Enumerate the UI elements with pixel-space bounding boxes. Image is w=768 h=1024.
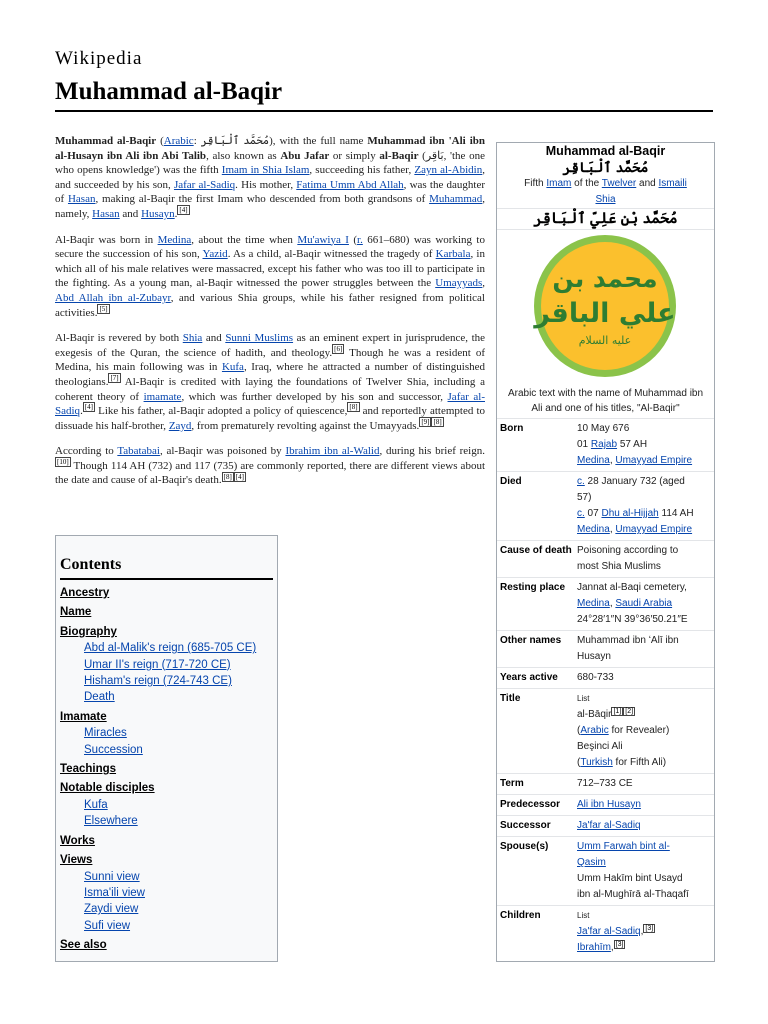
- wiki-link[interactable]: Zayn al-Abidin: [414, 164, 483, 177]
- toc-item-label: Ancestry: [60, 587, 110, 599]
- emblem-line-1: محمد بن: [552, 264, 658, 293]
- infobox-row: [497, 773, 714, 794]
- table-of-contents: [55, 535, 278, 962]
- wiki-link[interactable]: Rajab: [590, 439, 618, 450]
- list-toggle[interactable]: List: [577, 694, 590, 703]
- wiki-link[interactable]: Husayn: [141, 207, 175, 220]
- wiki-link[interactable]: Ja'far al-Sadiq: [577, 926, 641, 937]
- infobox-row: [497, 667, 714, 688]
- wiki-link[interactable]: Zayd: [168, 419, 192, 432]
- wiki-link[interactable]: Arabic: [163, 135, 194, 147]
- toc-item[interactable]: Miracles: [84, 727, 127, 740]
- wiki-link[interactable]: Ismaili: [658, 178, 687, 189]
- toc-item[interactable]: [60, 780, 273, 796]
- infobox-row: [497, 688, 714, 773]
- bold-term: Abu Jafar: [280, 149, 330, 162]
- wiki-link[interactable]: Shia: [595, 194, 616, 205]
- wiki-link[interactable]: Kufa: [221, 361, 244, 374]
- wiki-link[interactable]: Umayyads: [435, 277, 483, 290]
- infobox-row-label: Term: [500, 778, 524, 789]
- infobox-row: [497, 794, 714, 815]
- wiki-link[interactable]: Medina: [577, 455, 610, 466]
- toc-item-label: Teachings: [60, 763, 117, 776]
- toc-item[interactable]: Kufa: [84, 798, 108, 811]
- toc-item[interactable]: Isma'ili view: [84, 886, 145, 899]
- infobox-row: [497, 905, 714, 958]
- infobox-arabic-name: مُحَمَّد ٱلْبَاقِر: [562, 159, 649, 175]
- wiki-link[interactable]: Fatima Umm Abd Allah: [296, 178, 404, 191]
- infobox-arabic-full-name: مُحَمَّد بْن عَلِيّ ٱلْبَاقِر: [497, 208, 714, 230]
- toc-list: [60, 585, 273, 954]
- wiki-link[interactable]: Ja'far al-Sadiq: [577, 820, 641, 831]
- toc-item[interactable]: Succession: [84, 743, 143, 756]
- infobox-row-label: Spouse(s): [500, 841, 549, 852]
- infobox: [496, 142, 715, 962]
- citation-link[interactable]: [7]: [110, 374, 119, 383]
- citation-link[interactable]: [5]: [99, 304, 108, 313]
- infobox-row-label: Cause of death: [500, 545, 572, 556]
- wiki-link[interactable]: Ibrahim ibn al-Walid: [285, 445, 380, 458]
- infobox-row-value: c. 28 January 732 (aged 57) c. 07 Dhu al-Hijjah 114 AH Medina, Umayyad Empire: [577, 476, 694, 535]
- article-body: [55, 134, 485, 499]
- toc-item-label: Works: [60, 834, 95, 847]
- citation-link[interactable]: [4]: [235, 472, 244, 481]
- citation-link[interactable]: [8]: [349, 403, 358, 412]
- infobox-title: Muhammad al-Baqir: [545, 144, 666, 158]
- wiki-link[interactable]: Hasan: [92, 207, 120, 220]
- wiki-link[interactable]: Yazid: [202, 248, 228, 261]
- infobox-subtitle: Fifth Imam of the Twelver and Ismaili Shia: [524, 178, 687, 205]
- infobox-row: [497, 836, 714, 905]
- citation-link[interactable]: [10]: [57, 458, 69, 467]
- toc-item-label: Biography: [60, 625, 117, 638]
- infobox-row-label: Predecessor: [500, 799, 561, 810]
- infobox-row-label: Title: [500, 693, 521, 704]
- wiki-link[interactable]: Twelver: [601, 178, 637, 189]
- wiki-link[interactable]: imamate: [143, 390, 182, 403]
- wiki-link[interactable]: Jafar al-Sadiq: [55, 390, 485, 418]
- wiki-link[interactable]: Tabatabai: [117, 445, 160, 458]
- toc-item[interactable]: Sufi view: [84, 919, 131, 932]
- infobox-rows: [497, 418, 714, 958]
- wiki-link[interactable]: c.: [577, 476, 585, 487]
- emblem-line-2: علي الباقر: [534, 298, 676, 329]
- wikipedia-wordmark[interactable]: Wikipedia: [55, 48, 143, 69]
- wiki-link[interactable]: Medina: [577, 524, 610, 535]
- citation-link[interactable]: [3]: [615, 940, 624, 948]
- list-toggle[interactable]: List: [577, 911, 590, 920]
- toc-item[interactable]: Umar II's reign (717-720 CE): [84, 658, 231, 671]
- infobox-row-value: 680-733: [577, 672, 614, 683]
- page-title: Muhammad al-Baqir: [55, 78, 283, 105]
- infobox-row-value: List al-Bāqir [1] [2] (Arabic for Revealer) Beşinci Ali (Turkish for Fifth Ali): [577, 694, 670, 768]
- toc-item-label: Notable disciples: [60, 782, 155, 795]
- toc-item-label: Views: [60, 854, 93, 867]
- toc-item[interactable]: Zaydi view: [84, 903, 139, 916]
- infobox-row-label: Other names: [500, 635, 562, 646]
- toc-item[interactable]: [60, 852, 273, 868]
- citation-link[interactable]: [9]: [421, 418, 430, 427]
- infobox-row: [497, 630, 714, 667]
- bold-term: Muhammad al-Baqir: [55, 135, 157, 147]
- wiki-link[interactable]: r.: [357, 233, 363, 246]
- infobox-row-label: Resting place: [500, 582, 566, 593]
- infobox-row-value: List Ja'far al-Sadiq, [3] Ibrahīm, [3]: [577, 911, 654, 953]
- wiki-link[interactable]: Mu'awiya I: [297, 233, 349, 246]
- toc-item[interactable]: [60, 604, 273, 620]
- paragraph-legacy: Al-Baqir is revered by both Shia and Sunni Muslims as an eminent expert in jurisprudence, the exegesis of the Quran, the science of hadith, and theology. [6] Though he was a resident of Medina, his main following was in Kufa, Iraq, where he attracted a number of distinguished theologians. [7] Al-Baqir is credited with laying the foundations of Twelver Shia, including a coherent theory of imamate, which was further developed by his son and successor, Jafar al-Sadiq. [4] Like his father, al-Baqir adopted a policy of quiescence, [8] and reportedly attempted to dissuade his half-brother, Zayd, from prematurely revolting against the Umayyads. [9] [8]: [55, 332, 486, 432]
- wiki-link[interactable]: Imam: [546, 178, 572, 189]
- title-divider: [55, 110, 713, 112]
- infobox-row-label: Successor: [500, 820, 551, 831]
- paragraph-early-life: Al-Baqir was born in Medina, about the time when Mu'awiya I (r. 661–680) was working to secure the succession of his son, Yazid. As a child, al-Baqir witnessed the tragedy of Karbala, in which all of his male relatives were massacred, except his father who was too ill to participate in the fighting. As a young man, al-Baqir witnessed the power struggles between the Umayyads, Abd Allah ibn al-Zubayr, and various Shia groups, while his father resigned from political activities. [5]: [55, 233, 485, 319]
- wiki-link[interactable]: Turkish: [580, 757, 613, 768]
- wiki-link[interactable]: Qasim: [577, 857, 606, 868]
- citation-link[interactable]: [2]: [625, 707, 634, 715]
- toc-item[interactable]: Elsewhere: [84, 815, 138, 828]
- toc-item[interactable]: [60, 709, 273, 725]
- infobox-image-caption: Arabic text with the name of Muhammad ibn Ali and one of his titles, "Al-Baqir": [507, 388, 704, 414]
- toc-item[interactable]: Abd al-Malik's reign (685-705 CE): [84, 642, 257, 655]
- citation-link[interactable]: [4]: [84, 403, 93, 412]
- wiki-link[interactable]: Sunni Muslims: [225, 332, 294, 345]
- toc-item[interactable]: [60, 937, 273, 953]
- citation-link[interactable]: [8]: [223, 472, 232, 481]
- toc-item[interactable]: [60, 624, 273, 640]
- infobox-emblem-image[interactable]: [497, 230, 714, 380]
- infobox-row-value: Jannat al-Baqi cemetery, Medina, Saudi Arabia 24°28′1″N 39°36′50.21″E: [577, 582, 688, 625]
- infobox-row-value: 10 May 676 01 Rajab 57 AH Medina, Umayyad Empire: [577, 423, 693, 466]
- toc-item[interactable]: Hisham's reign (724-743 CE): [84, 675, 232, 688]
- infobox-row-label: Born: [500, 423, 524, 434]
- infobox-row-value: Poisoning according to most Shia Muslims: [577, 545, 679, 572]
- paragraph-death: According to Tabatabai, al-Baqir was poisoned by Ibrahim ibn al-Walid, during his brief reign.[10] Though 114 AH (732) and 117 (735) are commonly reported, there are different views about the date and cause of al-Baqir's death. [8] [4]: [55, 445, 485, 487]
- wiki-link[interactable]: Ali ibn Husayn: [577, 799, 641, 810]
- infobox-row: [497, 577, 714, 630]
- infobox-row: [497, 418, 714, 471]
- toc-item-label: Imamate: [60, 710, 107, 723]
- wiki-link[interactable]: Ibrahīm: [577, 942, 611, 953]
- wiki-link[interactable]: Shia: [182, 332, 203, 345]
- infobox-row-value: [577, 818, 714, 834]
- wiki-link[interactable]: Muhammad: [429, 193, 483, 206]
- infobox-row: [497, 540, 714, 577]
- toc-item-label: Name: [60, 606, 92, 619]
- wiki-link[interactable]: Hasan: [67, 193, 96, 206]
- infobox-row-label: Died: [500, 476, 522, 487]
- citation-link[interactable]: [3]: [645, 924, 654, 932]
- wiki-link[interactable]: Jafar al-Sadiq: [173, 178, 236, 191]
- wiki-link[interactable]: Imam in Shia Islam: [221, 164, 310, 177]
- infobox-row-value: 712–733 CE: [577, 778, 633, 789]
- wiki-link[interactable]: Karbala: [435, 248, 471, 261]
- wiki-link[interactable]: Medina: [577, 598, 610, 609]
- infobox-row-label: Years active: [500, 672, 558, 683]
- emblem-line-3: عليه السلام: [578, 334, 632, 347]
- wiki-link[interactable]: Umayyad Empire: [615, 524, 693, 535]
- wiki-link[interactable]: c.: [577, 508, 585, 519]
- citation-link[interactable]: [6]: [334, 345, 343, 354]
- citation-link[interactable]: [1]: [613, 707, 622, 715]
- bold-term: Muhammad ibn 'Ali ibn al-Husayn ibn Ali ibn Abi Talib: [55, 135, 485, 162]
- toc-item[interactable]: Sunni view: [84, 870, 140, 883]
- toc-item-label: See also: [60, 939, 107, 952]
- wiki-link[interactable]: Saudi Arabia: [615, 598, 673, 609]
- wiki-link[interactable]: Arabic: [580, 725, 609, 736]
- wiki-link[interactable]: Medina: [157, 233, 192, 246]
- citation-link[interactable]: [8]: [433, 418, 442, 427]
- wiki-link[interactable]: Umayyad Empire: [615, 455, 693, 466]
- infobox-row: [497, 471, 714, 540]
- infobox-row-value: [577, 797, 714, 813]
- paragraph-intro: Muhammad al-Baqir (Arabic: مُحَمَّد ٱلْبَاقِر), with the full name Muhammad ibn 'Ali ibn al-Husayn ibn Ali ibn Abi Talib, also known as Abu Jafar or simply al-Baqir (بَاقِر, 'the one who opens knowledge') was the fifth Imam in Shia Islam, succeeding his father, Zayn al-Abidin, and succeeded by his son, Jafar al-Sadiq. His mother, Fatima Umm Abd Allah, was the daughter of Hasan, making al-Baqir the first Imam who descended from both grandsons of Muhammad, namely, Hasan and Husayn. [4]: [55, 135, 486, 220]
- infobox-row-value: Muhammad ibn ʻAlī ibn Husayn: [577, 635, 679, 662]
- wiki-link[interactable]: Umm Farwah bint al-: [577, 841, 670, 852]
- citation-link[interactable]: [4]: [179, 206, 188, 215]
- toc-item[interactable]: [60, 761, 273, 777]
- toc-item[interactable]: [60, 585, 273, 601]
- infobox-row-value: Umm Farwah bint al- Qasim Umm Hakīm bint Usayd ibn al-Mughīrā al-Thaqafī: [577, 841, 689, 900]
- infobox-row: [497, 815, 714, 836]
- wiki-link[interactable]: Abd Allah ibn al-Zubayr: [55, 291, 171, 304]
- toc-item[interactable]: [60, 833, 273, 849]
- infobox-row-label: Children: [500, 910, 541, 921]
- wiki-link[interactable]: Dhu al-Hijjah: [601, 508, 659, 519]
- toc-title: Contents: [60, 556, 122, 573]
- calligraphy-emblem: [497, 230, 714, 380]
- bold-term: al-Baqir: [379, 149, 419, 162]
- toc-item[interactable]: Death: [84, 691, 115, 704]
- toc-divider: [60, 578, 273, 580]
